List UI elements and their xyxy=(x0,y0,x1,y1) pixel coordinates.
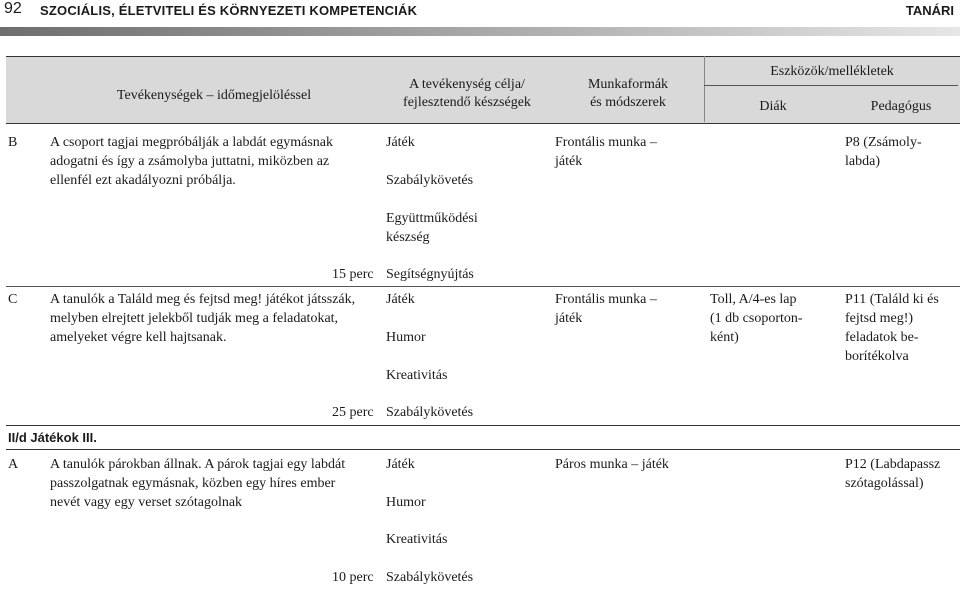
running-header xyxy=(0,0,960,26)
time-label: 15 perc xyxy=(332,267,374,282)
method-line: játék xyxy=(555,154,583,169)
time-label: 25 perc xyxy=(332,405,374,420)
teacher-tool-line: szótagolással) xyxy=(845,476,924,491)
method-line: játék xyxy=(555,311,583,326)
page-number: 92 xyxy=(4,0,22,17)
activity-line: nevét vagy egy verset szótagolnak xyxy=(50,495,243,510)
row-letter: B xyxy=(8,135,18,150)
header-subdivider xyxy=(704,85,958,86)
header-student: Diák xyxy=(759,99,787,114)
activity-line: A csoport tagjai megpróbálják a labdát egymásnak xyxy=(50,135,334,150)
goal-item: Játék xyxy=(386,135,415,150)
activity-line: melyben elrejtett jelekből tudják meg a feladatokat, xyxy=(50,311,339,326)
header-tools: Eszközök/mellékletek xyxy=(770,64,894,79)
row-letter: A xyxy=(8,457,19,472)
running-label: TANÁRI xyxy=(905,3,954,18)
teacher-tool-line: feladatok be- xyxy=(845,330,919,345)
header-goal-line1: A tevékenység célja/ xyxy=(409,77,525,92)
activity-line: A tanulók a Találd meg és fejtsd meg! játékot játsszák, xyxy=(50,292,356,307)
header-teacher: Pedagógus xyxy=(870,99,932,114)
goal-item: Kreativitás xyxy=(386,532,448,547)
goal-item: Humor xyxy=(386,330,426,345)
header-work-line2: és módszerek xyxy=(590,95,666,110)
activity-line: ellenfél ezt akadályozni próbálja. xyxy=(50,173,236,188)
goal-item: Szabálykövetés xyxy=(386,173,474,188)
teacher-tool-line: P12 (Labdapassz xyxy=(845,457,941,472)
teacher-tool-line: labda) xyxy=(845,154,880,169)
teacher-tool-line: borítékolva xyxy=(845,349,909,364)
chapter-title: SZOCIÁLIS, ÉLETVITELI ÉS KÖRNYEZETI KOMPETENCIÁK xyxy=(40,3,418,18)
method-line: Frontális munka – xyxy=(555,135,657,150)
row-letter: C xyxy=(8,292,18,307)
activity-line: adogatni és így a zsámolyba juttatni, miközben az xyxy=(50,154,330,169)
method-line: Páros munka – játék xyxy=(555,457,669,472)
goal-item: Kreativitás xyxy=(386,368,448,383)
row-divider xyxy=(6,286,960,287)
header-gradient-rule xyxy=(0,27,960,36)
goal-item: Segítségnyújtás xyxy=(386,267,474,282)
activity-line: passzolgatnak egymásnak, közben egy híres ember xyxy=(50,476,336,491)
goal-item: Együttműködési xyxy=(386,211,478,226)
section-rule-top xyxy=(6,425,960,426)
section-title: II/d Játékok III. xyxy=(8,430,97,445)
goal-item: Humor xyxy=(386,495,426,510)
student-tool-line: ként) xyxy=(710,330,739,345)
header-goal-line2: fejlesztendő készségek xyxy=(403,95,531,110)
student-tool-line: (1 db csoporton- xyxy=(710,311,803,326)
method-line: Frontális munka – xyxy=(555,292,657,307)
goal-item: készség xyxy=(386,230,430,245)
header-activities: Tevékenységek – időmegjelöléssel xyxy=(116,88,312,103)
goal-item: Szabálykövetés xyxy=(386,570,474,585)
time-label: 10 perc xyxy=(332,570,374,585)
activity-line: A tanulók párokban állnak. A párok tagjai egy labdát xyxy=(50,457,346,472)
header-work-line1: Munkaformák xyxy=(587,77,669,92)
activity-line: amelyeket végre kell hajtsanak. xyxy=(50,330,227,345)
teacher-tool-line: fejtsd meg!) xyxy=(845,311,914,326)
goal-item: Játék xyxy=(386,457,415,472)
section-rule-bottom xyxy=(6,449,960,450)
teacher-tool-line: P11 (Találd ki és xyxy=(845,292,939,307)
goal-item: Játék xyxy=(386,292,415,307)
goal-item: Szabálykövetés xyxy=(386,405,474,420)
teacher-tool-line: P8 (Zsámoly- xyxy=(845,135,922,150)
student-tool-line: Toll, A/4-es lap xyxy=(710,292,797,307)
